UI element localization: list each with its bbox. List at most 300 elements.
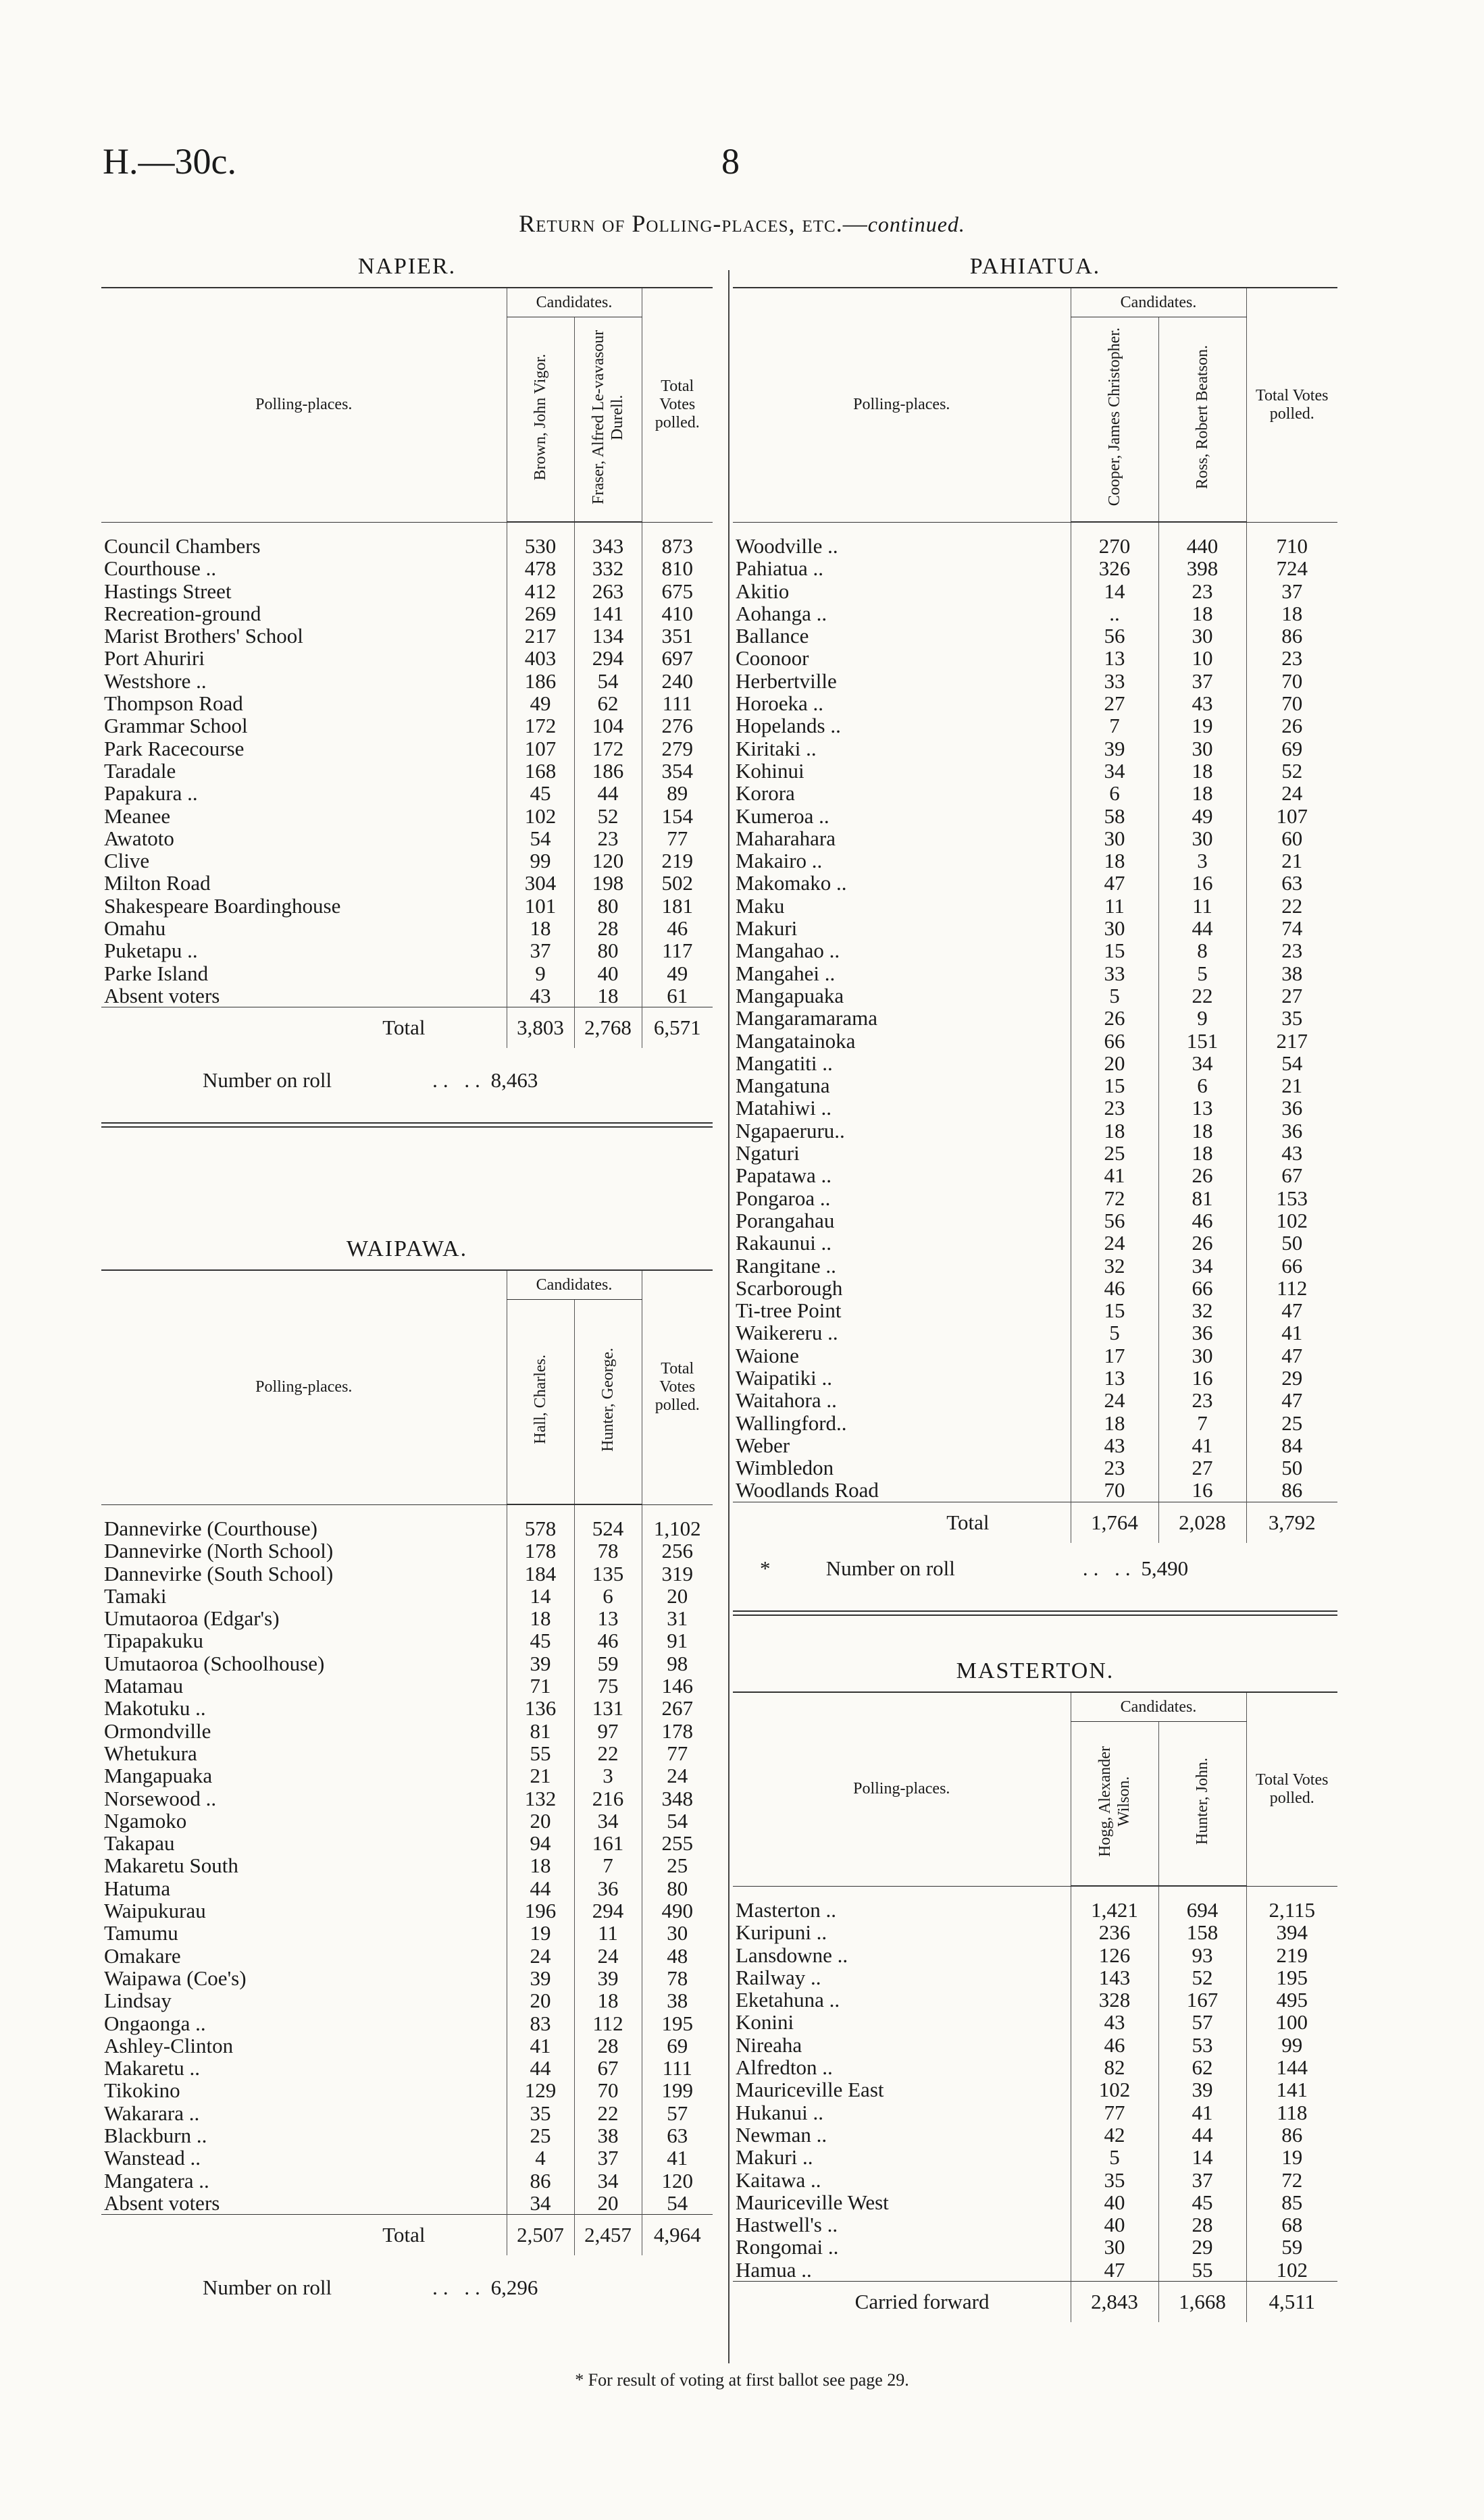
polling-place-name: Dannevirke (Courthouse) [104, 1517, 317, 1540]
candidate-1-votes: 37 [507, 939, 574, 962]
total-label: Total [101, 2215, 507, 2256]
polling-place-name: Puketapu .. [104, 939, 198, 963]
candidate-1-votes: 136 [507, 1697, 574, 1719]
polling-place-name: Aohanga .. [736, 601, 827, 625]
polling-place-name: Mangahei .. [736, 961, 836, 985]
candidate-2-votes: 263 [574, 580, 642, 602]
total-votes: 47 [1246, 1389, 1337, 1411]
total-votes: 111 [642, 692, 713, 714]
number-on-roll [733, 1556, 1337, 1590]
section-title: PAHIATUA. [969, 254, 1101, 279]
polling-place-name: Ballance [736, 624, 809, 648]
candidate-2-votes: 38 [574, 2124, 642, 2147]
table-row [733, 2101, 1337, 2124]
candidate-2-votes: 332 [574, 557, 642, 579]
total-votes: 351 [642, 625, 713, 647]
candidate-2-votes: 66 [1158, 1277, 1246, 1299]
page-number: 8 [721, 141, 740, 182]
polling-place-name: Wakarara .. [104, 2101, 200, 2125]
title-main: Return of Polling-places [519, 210, 789, 237]
candidate-2-header [574, 1300, 642, 1505]
candidate-2-votes: 80 [574, 895, 642, 917]
candidate-2-votes: 161 [574, 1832, 642, 1854]
candidate-2-votes: 62 [1158, 2056, 1246, 2078]
candidate-2-votes: 14 [1158, 2146, 1246, 2168]
total-votes: 410 [642, 602, 713, 625]
table-row [733, 625, 1337, 647]
polling-place-name: Papakura .. [104, 781, 198, 806]
candidate-2-votes: 30 [1158, 737, 1246, 760]
total-votes: 319 [642, 1563, 713, 1585]
candidate-2-votes: 26 [1158, 1164, 1246, 1186]
candidate-1-votes: 578 [507, 1517, 574, 1540]
polling-place-name: Rakaunui .. [736, 1231, 832, 1255]
table-row [733, 917, 1337, 939]
section-title: NAPIER. [357, 254, 457, 279]
total-votes: 256 [642, 1540, 713, 1562]
candidate-1-votes: 39 [507, 1652, 574, 1675]
polling-place-name: Kohinui [736, 758, 804, 783]
roll-dots: .. .. [432, 2276, 486, 2300]
polling-place-name: Rongomai .. [736, 2235, 839, 2259]
candidate-2-votes: 186 [574, 760, 642, 782]
polling-place-name: Umutaoroa (Edgar's) [104, 1606, 280, 1631]
document-id: H.—30c. [103, 141, 236, 182]
total-votes: 153 [1246, 1187, 1337, 1209]
candidate-1-votes: 172 [507, 714, 574, 737]
candidate-2-votes: 40 [574, 962, 642, 985]
total-votes: 118 [1246, 2101, 1337, 2124]
total-votes: 178 [642, 1720, 713, 1742]
candidate-1-votes: 43 [1071, 1434, 1158, 1456]
total-votes: 24 [1246, 782, 1337, 804]
candidate-2-votes: 19 [1158, 714, 1246, 737]
total-votes: 24 [642, 1764, 713, 1787]
polling-place-name: Whetukura [104, 1741, 197, 1765]
total-votes: 38 [642, 1989, 713, 2012]
total-votes: 195 [1246, 1966, 1337, 1989]
total-votes: 100 [1246, 2011, 1337, 2033]
candidate-1-votes: 70 [1071, 1479, 1158, 1502]
total-votes: 86 [1246, 1479, 1337, 1502]
table-row [101, 1585, 713, 1607]
total-votes: 23 [1246, 647, 1337, 669]
candidate-1-votes: 184 [507, 1563, 574, 1585]
candidate-1-votes: 56 [1071, 1209, 1158, 1232]
candidate-1-votes: 129 [507, 2079, 574, 2101]
polling-place-name: Mauriceville West [736, 2190, 889, 2214]
polling-place-name: Ngamoko [104, 1808, 187, 1833]
total-votes: 54 [1246, 1052, 1337, 1074]
total-votes: 2,115 [1246, 1899, 1337, 1921]
total-votes: 91 [642, 1629, 713, 1652]
total-votes: 54 [642, 1810, 713, 1832]
polling-place-name: Norsewood .. [104, 1786, 217, 1810]
candidate-1-votes: 30 [1071, 917, 1158, 939]
polling-place-name: Hopelands .. [736, 714, 841, 738]
candidate-2-votes: 343 [574, 535, 642, 557]
table-row [101, 535, 713, 557]
spacer-row [733, 1886, 1337, 1899]
polling-place-name: Makuri .. [736, 2145, 813, 2170]
candidate-1-votes: 328 [1071, 1989, 1158, 2011]
candidate-1-votes: 46 [1071, 1277, 1158, 1299]
total-votes: 102 [1246, 1209, 1337, 1232]
results-table [733, 287, 1337, 1543]
candidate-2-votes: 26 [1158, 1232, 1246, 1254]
polling-place-name: Milton Road [104, 871, 211, 895]
candidate-1-votes: 101 [507, 895, 574, 917]
polling-place-name: Ongaonga .. [104, 2011, 206, 2035]
polling-place-name: Waipawa (Coe's) [104, 1966, 247, 1990]
candidate-1-votes: 21 [507, 1764, 574, 1787]
polling-place-name: Makuri [736, 916, 798, 941]
table-row [733, 1989, 1337, 2011]
polling-place-name: Waipukurau [104, 1899, 206, 1923]
total-votes: 146 [642, 1675, 713, 1697]
polling-place-name: Mangahao .. [736, 939, 840, 963]
footnote: * For result of voting at first ballot see page 29. [575, 2370, 909, 2390]
table-row [101, 1832, 713, 1854]
total-votes: 267 [642, 1697, 713, 1719]
total-votes: 77 [642, 827, 713, 849]
polling-place-name: Porangahau [736, 1208, 835, 1232]
candidate-1-votes: 5 [1071, 2146, 1158, 2168]
candidate-2-votes: 39 [1158, 2078, 1246, 2101]
table-row [101, 1517, 713, 1540]
section-divider [101, 1122, 713, 1128]
table-row [733, 2191, 1337, 2213]
candidate-2-votes: 54 [574, 670, 642, 692]
candidate-2-votes: 7 [574, 1854, 642, 1876]
candidate-2-name: Hunter, John. [1194, 1757, 1211, 1845]
polling-place-name: Masterton .. [736, 1898, 836, 1922]
candidate-2-votes: 8 [1158, 939, 1246, 962]
total-votes: 25 [642, 1854, 713, 1876]
candidate-2-votes: 32 [1158, 1299, 1246, 1321]
total-votes: 348 [642, 1787, 713, 1810]
polling-places-header: Polling-places. [101, 1270, 507, 1504]
polling-place-name: Makotuku .. [104, 1696, 206, 1721]
candidate-2-total: 2,028 [1158, 1502, 1246, 1543]
total-votes: 36 [1246, 1097, 1337, 1119]
table-row [733, 2213, 1337, 2236]
candidate-1-header [507, 1300, 574, 1505]
candidate-1-votes: 269 [507, 602, 574, 625]
table-row [733, 692, 1337, 714]
total-votes: 102 [1246, 2259, 1337, 2282]
total-votes: 19 [1246, 2146, 1337, 2168]
candidate-1-votes: 26 [1071, 1007, 1158, 1029]
candidate-2-votes: 62 [574, 692, 642, 714]
candidate-2-votes: 694 [1158, 1899, 1246, 1921]
polling-place-name: Clive [104, 849, 150, 873]
candidate-1-votes: 5 [1071, 985, 1158, 1007]
total-votes: 255 [642, 1832, 713, 1854]
polling-place-name: Lindsay [104, 1989, 172, 2013]
table-row [733, 872, 1337, 894]
table-row [733, 1456, 1337, 1479]
polling-place-name: Omakare [104, 1943, 181, 1968]
table-row [733, 1120, 1337, 1142]
candidate-1-votes: 55 [507, 1742, 574, 1764]
candidate-2-name: Ross, Robert Beatson. [1194, 344, 1211, 490]
total-votes: 86 [1246, 2124, 1337, 2146]
table-row [733, 1321, 1337, 1344]
total-votes: 68 [1246, 2213, 1337, 2236]
total-votes: 77 [642, 1742, 713, 1764]
total-votes: 25 [1246, 1412, 1337, 1434]
polling-place-name: Hatuma [104, 1876, 171, 1900]
polling-place-name: Wanstead .. [104, 2146, 201, 2170]
candidate-1-votes: 42 [1071, 2124, 1158, 2146]
candidate-2-votes: 3 [1158, 849, 1246, 872]
candidate-2-votes: 131 [574, 1697, 642, 1719]
candidate-2-votes: 43 [1158, 692, 1246, 714]
candidate-1-votes: 13 [1071, 1367, 1158, 1389]
candidate-1-votes: 43 [507, 985, 574, 1007]
total-votes: 394 [1246, 1921, 1337, 1943]
total-votes: 107 [1246, 805, 1337, 827]
polling-place-name: Recreation-ground [104, 601, 261, 625]
candidate-1-votes: 99 [507, 849, 574, 872]
polling-place-name: Makaretu .. [104, 2056, 201, 2080]
candidate-1-votes: 15 [1071, 1074, 1158, 1097]
total-votes: 69 [1246, 737, 1337, 760]
candidate-1-name: Hall, Charles. [532, 1355, 549, 1444]
candidate-1-votes: 81 [507, 1720, 574, 1742]
table-row [733, 1255, 1337, 1277]
candidate-2-votes: 120 [574, 849, 642, 872]
total-votes: 26 [1246, 714, 1337, 737]
section-title: MASTERTON. [956, 1658, 1115, 1683]
total-row [733, 1502, 1337, 1543]
candidate-2-votes: 112 [574, 2012, 642, 2035]
table-row [733, 1187, 1337, 1209]
total-votes: 21 [1246, 1074, 1337, 1097]
candidate-2-votes: 28 [574, 917, 642, 939]
candidate-1-votes: 18 [1071, 849, 1158, 872]
masterton-section [733, 1651, 1337, 2322]
candidate-1-votes: 20 [1071, 1052, 1158, 1074]
candidate-1-votes: 15 [1071, 939, 1158, 962]
table-row [733, 535, 1337, 557]
candidate-1-votes: 47 [1071, 2259, 1158, 2282]
total-votes: 23 [1246, 939, 1337, 962]
candidate-2-votes: 30 [1158, 625, 1246, 647]
candidate-1-votes: 412 [507, 580, 574, 602]
candidate-2-votes: 78 [574, 1540, 642, 1562]
table-row [101, 2170, 713, 2192]
polling-place-name: Ashley-Clinton [104, 2033, 234, 2057]
roll-value: 8,463 [490, 1068, 538, 1093]
candidate-2-votes: 52 [1158, 1966, 1246, 1989]
candidate-2-votes: 34 [1158, 1052, 1246, 1074]
table-row [733, 782, 1337, 804]
total-votes: 41 [642, 2147, 713, 2169]
candidate-1-votes: 40 [1071, 2191, 1158, 2213]
spacer [1071, 1886, 1158, 1899]
candidate-2-votes: 18 [1158, 760, 1246, 782]
candidate-2-total: 1,668 [1158, 2282, 1246, 2323]
polling-place-name: Woodville .. [736, 534, 838, 558]
spacer [101, 1504, 507, 1517]
candidate-2-votes: 57 [1158, 2011, 1246, 2033]
polling-place-name: Hamua .. [736, 2257, 812, 2282]
candidate-1-votes: 30 [1071, 2236, 1158, 2258]
candidate-1-votes: 126 [1071, 1944, 1158, 1966]
table-row [101, 872, 713, 894]
candidate-2-votes: 97 [574, 1720, 642, 1742]
total-votes: 810 [642, 557, 713, 579]
candidate-1-votes: 236 [1071, 1921, 1158, 1943]
polling-place-name: Taradale [104, 758, 176, 783]
polling-place-name: Umutaoroa (Schoolhouse) [104, 1651, 325, 1675]
candidate-1-votes: 107 [507, 737, 574, 760]
candidate-2-votes: 75 [574, 1675, 642, 1697]
total-votes: 697 [642, 647, 713, 669]
number-on-roll [101, 1068, 713, 1102]
candidate-1-votes: 33 [1071, 670, 1158, 692]
candidate-2-votes: 11 [574, 1922, 642, 1944]
table-row [733, 2236, 1337, 2258]
candidate-2-votes: 46 [1158, 1209, 1246, 1232]
total-votes: 78 [642, 1967, 713, 1989]
polling-place-name: Tipapakuku [104, 1629, 203, 1653]
total-votes: 20 [642, 1585, 713, 1607]
table-row [101, 714, 713, 737]
total-votes: 22 [1246, 895, 1337, 917]
candidate-2-votes: 41 [1158, 1434, 1246, 1456]
total-votes: 181 [642, 895, 713, 917]
table-row [733, 805, 1337, 827]
polling-place-name: Woodlands Road [736, 1478, 879, 1502]
table-row [101, 692, 713, 714]
total-votes: 111 [642, 2057, 713, 2079]
total-votes: 46 [642, 917, 713, 939]
table-row [101, 2057, 713, 2079]
total-votes: 117 [642, 939, 713, 962]
polling-place-name: Makaretu South [104, 1854, 238, 1878]
candidate-1-votes: 326 [1071, 557, 1158, 579]
total-votes-header: Total Votes polled. [1246, 1692, 1337, 1886]
candidate-1-votes: 30 [1071, 827, 1158, 849]
grand-total: 4,511 [1246, 2282, 1337, 2323]
candidate-2-votes: 151 [1158, 1030, 1246, 1052]
roll-label: Number on roll [825, 1556, 955, 1580]
polling-place-name: Akitio [736, 579, 790, 603]
polling-place-name: Newman .. [736, 2122, 827, 2147]
total-votes: 873 [642, 535, 713, 557]
roll-label: Number on roll [203, 2276, 332, 2300]
candidate-2-votes: 18 [1158, 782, 1246, 804]
polling-place-name: Westshore .. [104, 668, 207, 693]
candidate-1-votes: 33 [1071, 962, 1158, 985]
candidate-2-votes: 22 [1158, 985, 1246, 1007]
candidate-2-votes: 44 [1158, 2124, 1246, 2146]
table-row [101, 1877, 713, 1899]
candidate-1-votes: 304 [507, 872, 574, 894]
candidate-2-votes: 67 [574, 2057, 642, 2079]
table-row [733, 2146, 1337, 2168]
polling-place-name: Mangatuna [736, 1074, 830, 1098]
candidate-2-votes: 22 [574, 2102, 642, 2124]
candidate-2-votes: 16 [1158, 872, 1246, 894]
candidate-2-votes: 104 [574, 714, 642, 737]
polling-place-name: Railway .. [736, 1965, 821, 1989]
total-votes: 70 [1246, 670, 1337, 692]
candidate-1-votes: 143 [1071, 1966, 1158, 1989]
table-row [101, 939, 713, 962]
table-row [101, 1967, 713, 1989]
table-row [733, 1232, 1337, 1254]
polling-place-name: Horoeka .. [736, 691, 823, 716]
polling-place-name: Mangaramarama [736, 1006, 877, 1030]
total-votes: 495 [1246, 1989, 1337, 2011]
candidate-2-votes: 294 [574, 647, 642, 669]
candidate-1-votes: 13 [1071, 647, 1158, 669]
table-row [733, 1412, 1337, 1434]
polling-place-name: Pongaroa .. [736, 1186, 831, 1210]
total-votes: 219 [1246, 1944, 1337, 1966]
candidate-2-votes: 34 [574, 2170, 642, 2192]
polling-place-name: Waitahora .. [736, 1388, 837, 1413]
candidate-1-votes: 9 [507, 962, 574, 985]
candidate-2-votes: 41 [1158, 2101, 1246, 2124]
total-votes: 31 [642, 1607, 713, 1629]
polling-place-name: Maku [736, 893, 785, 918]
polling-places-header: Polling-places. [733, 1692, 1071, 1886]
table-row [733, 2259, 1337, 2282]
candidate-1-votes: 25 [1071, 1142, 1158, 1164]
roll-value: 6,296 [490, 2276, 538, 2300]
candidate-1-votes: 20 [507, 1810, 574, 1832]
candidate-1-votes: 1,421 [1071, 1899, 1158, 1921]
total-votes: 99 [1246, 2034, 1337, 2056]
candidate-2-votes: 37 [1158, 670, 1246, 692]
candidate-1-votes: 132 [507, 1787, 574, 1810]
candidates-header: Candidates. [1071, 1692, 1246, 1722]
candidate-2-votes: 20 [574, 2192, 642, 2215]
candidate-1-votes: 34 [507, 2192, 574, 2215]
total-votes: 89 [642, 782, 713, 804]
candidate-2-name: Fraser, Alfred Le-vavasour Durell. [590, 330, 626, 504]
table-row [733, 760, 1337, 782]
total-votes: 141 [1246, 2078, 1337, 2101]
polling-place-name: Parke Island [104, 961, 209, 985]
candidate-1-votes: 15 [1071, 1299, 1158, 1321]
table-row [101, 917, 713, 939]
table-row [101, 2035, 713, 2057]
total-votes: 84 [1246, 1434, 1337, 1456]
table-row [101, 2192, 713, 2215]
table-row [733, 714, 1337, 737]
candidate-1-votes: 168 [507, 760, 574, 782]
table-row [101, 805, 713, 827]
spacer [642, 1504, 713, 1517]
polling-place-name: Waikereru .. [736, 1321, 838, 1345]
candidate-1-votes: 14 [1071, 580, 1158, 602]
candidate-2-votes: 18 [1158, 1142, 1246, 1164]
total-votes: 72 [1246, 2169, 1337, 2191]
candidate-1-header [507, 317, 574, 523]
spacer [507, 522, 574, 535]
table-row [101, 1764, 713, 1787]
candidate-1-votes: 46 [1071, 2034, 1158, 2056]
candidate-2-name: Hunter, George. [599, 1347, 617, 1452]
total-votes: 36 [1246, 1120, 1337, 1142]
table-row [101, 1989, 713, 2012]
